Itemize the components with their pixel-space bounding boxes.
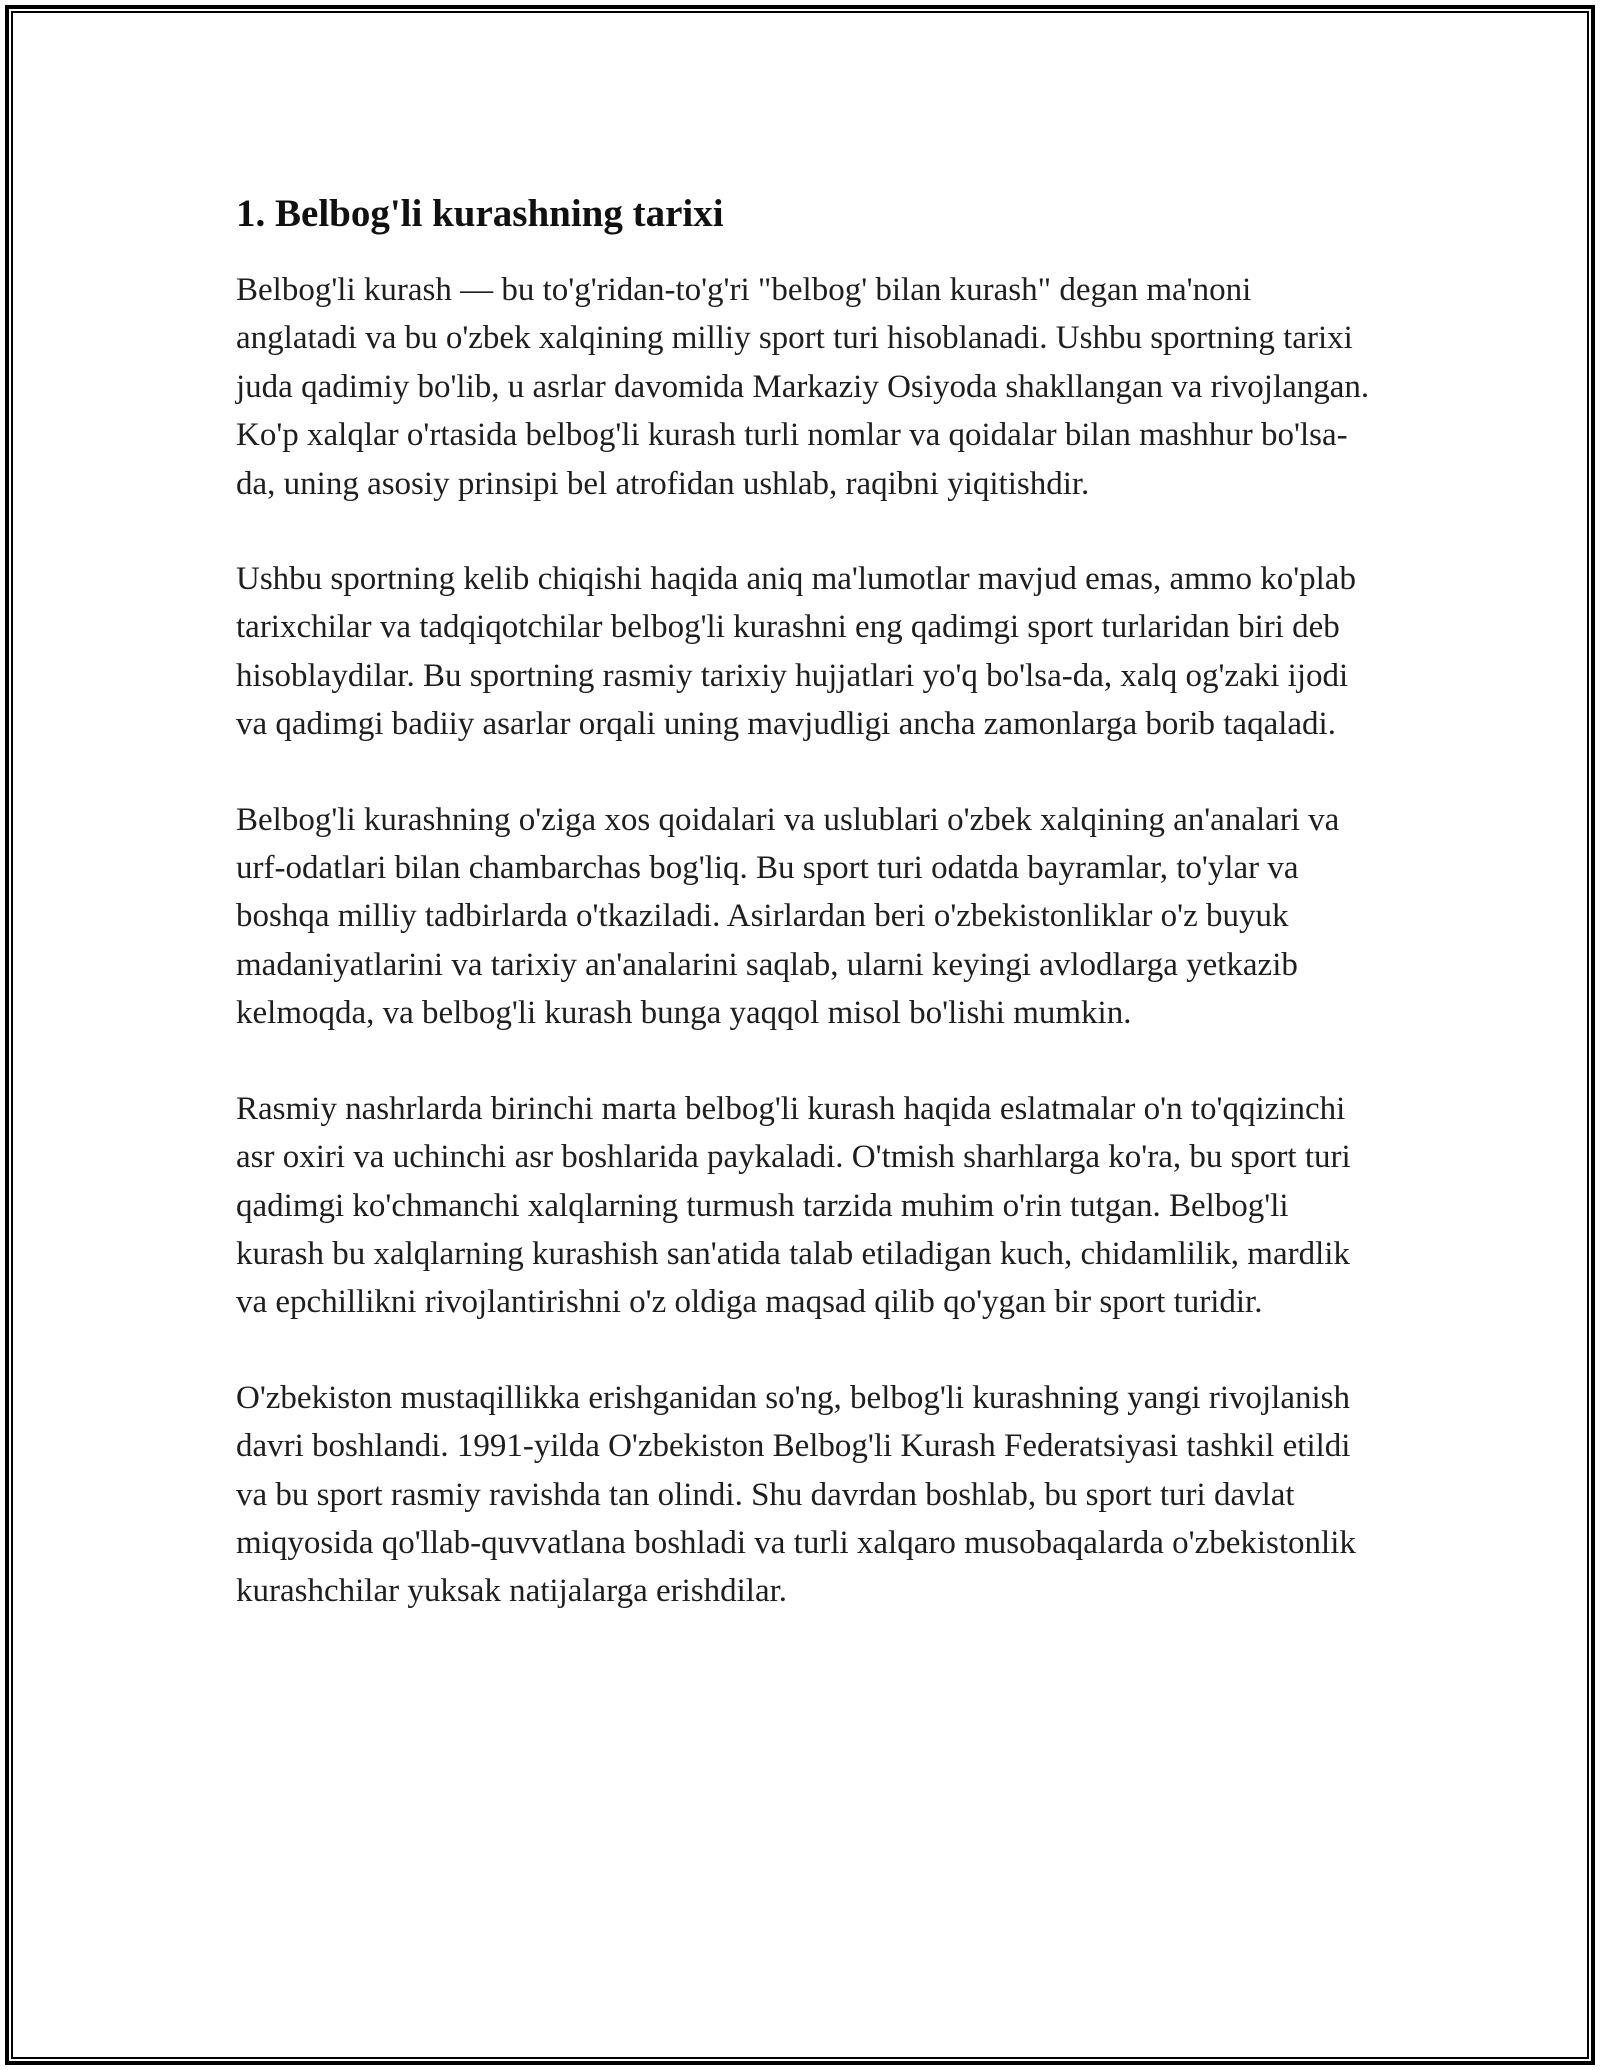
document-body: [236, 184, 1376, 1663]
paragraph-2: Ushbu sportning kelib chiqishi haqida aniq ma'lumotlar mavjud emas, ammo ko'plab tarixchilar va tadqiqotchilar belbog'li kurashni eng qadimgi sport turlaridan biri deb hisoblaydilar. Bu sportning rasmiy tarixiy hujjatlari yo'q bo'lsa-da, xalq og'zaki ijodi va qadimgi badiiy asarlar orqali uning mavjudligi ancha zamonlarga borib taqaladi.: [236, 561, 1356, 743]
paragraph-3: Belbog'li kurashning o'ziga xos qoidalari va uslublari o'zbek xalqining an'analari va urf-odatlari bilan chambarchas bog'liq. Bu sport turi odatda bayramlar, to'ylar va boshqa milliy tadbirlarda o'tkaziladi. Asirlardan beri o'zbekistonliklar o'z buyuk madaniyatlarini va tarixiy an'analarini saqlab, ularni keyingi avlodlarga yetkazib kelmoqda, va belbog'li kurash bunga yaqqol misol bo'lishi mumkin.: [236, 801, 1340, 1032]
section-title: 1. Belbog'li kurashning tarixi: [236, 192, 724, 235]
paragraph-4: Rasmiy nashrlarda birinchi marta belbog'li kurash haqida eslatmalar o'n to'qqizinchi asr oxiri va uchinchi asr boshlarida paykaladi. O'tmish sharhlarga ko'ra, bu sport turi qadimgi ko'chmanchi xalqlarning turmush tarzida muhim o'rin tutgan. Belbog'li kurash bu xalqlarning kurashish san'atida talab etiladigan kuch, chidamlilik, mardlik va epchillikni rivojlantirishni o'z oldiga maqsad qilib qo'ygan bir sport turidir.: [236, 1090, 1351, 1321]
paragraph-5: O'zbekiston mustaqillikka erishganidan so'ng, belbog'li kurashning yangi rivojlanish davri boshlandi. 1991-yilda O'zbekiston Belbog'li Kurash Federatsiyasi tashkil etildi va bu sport rasmiy ravishda tan olindi. Shu davrdan boshlab, bu sport turi davlat miqyosida qo'llab-quvvatlana boshladi va turli xalqaro musobaqalarda o'zbekistonlik kurashchilar yuksak natijalarga erishdilar.: [236, 1379, 1356, 1610]
paragraph-1: Belbog'li kurash — bu to'g'ridan-to'g'ri "belbog' bilan kurash" degan ma'noni anglatadi va bu o'zbek xalqining milliy sport turi hisoblanadi. Ushbu sportning tarixi juda qadimiy bo'lib, u asrlar davomida Markaziy Osiyoda shakllangan va rivojlangan. Ko'p xalqlar o'rtasida belbog'li kurash turli nomlar va qoidalar bilan mashhur bo'lsa-da, uning asosiy prinsipi bel atrofidan ushlab, raqibni yiqitishdir.: [236, 272, 1370, 502]
